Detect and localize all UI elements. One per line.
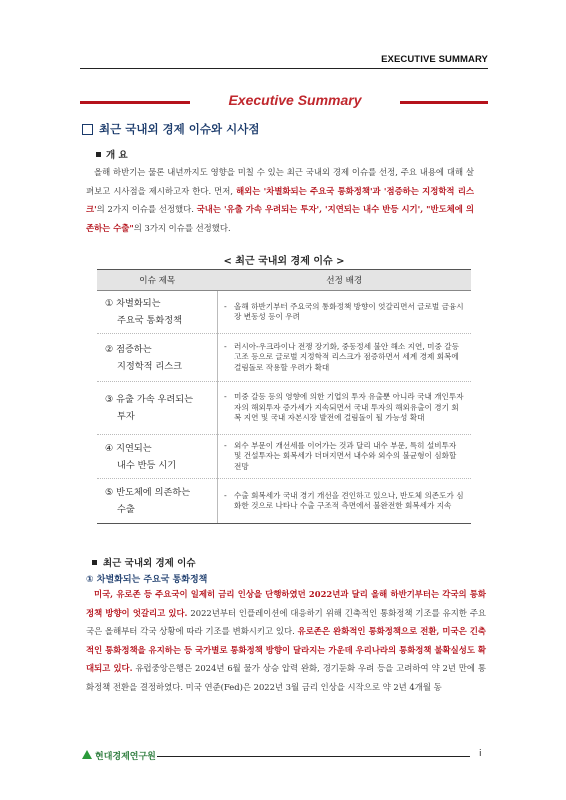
overview-highlight-2: 국내는 '유출 가속 우려되는 투자', '지연되는 내수 반등 시기', "반도체에 의존하는 수출" <box>86 204 474 233</box>
overview-highlight-1: 해외는 '차별화되는 주요국 통화정책'과 '점증하는 지정학적 리스크' <box>86 185 475 215</box>
issues-text-2: 유럽중앙은행은 2024년 6월 물가 상승 압력 완화, 경기둔화 우려 등을 고려하여 약 2년 만에 통화정책 전환을 결정하였다. 미국 연준(Fed)은 2022년 3월 금리 인상을 시작으로 약 2년 4개월 동 <box>86 663 486 692</box>
issue-title-line: ③ 유출 가속 우려되는 <box>105 394 193 405</box>
issue-title-line: 주요국 통화정책 <box>117 315 183 326</box>
table-title: < 최근 국내외 경제 이슈 > <box>223 256 345 267</box>
table-row <box>97 334 471 382</box>
issues-highlight-2: 유로존은 완화적인 통화정책으로 전환, 미국은 긴축적인 통화정책을 유지하는 등 국가별로 통화정책 방향이 달라지는 가운데 우리나라의 통화정책 불확실성도 확대되고 있다. <box>86 626 486 674</box>
footer-org-name: 현대경제연구원 <box>95 752 156 762</box>
overview-text-3: 의 3가지 이슈를 선정했다. <box>133 222 231 233</box>
issue-title-cell <box>97 435 218 479</box>
logo-triangle-icon <box>82 750 92 759</box>
issue-title-line: ② 점증하는 <box>105 343 152 355</box>
dash: - <box>224 301 227 311</box>
page-title: Executive Summary <box>228 92 362 108</box>
overview-paragraph <box>86 163 474 237</box>
issue-title-line: 수출 <box>117 504 135 515</box>
issue-desc: 미중 갈등 등의 영향에 의한 기업의 투자 유출뿐 아니라 국내 개인투자자의 해외투자 증가세가 지속되면서 국내 투자의 해외유출이 경기 회복 지연 및 국내 자본시장 발전에 걸림돌이 될 가능성 확대 <box>234 392 464 423</box>
issue-title-line: 투자 <box>117 411 135 422</box>
issue-title-cell <box>97 479 218 524</box>
issue-desc-cell <box>218 435 472 479</box>
issue-title-cell <box>97 382 218 435</box>
section-box-icon <box>82 124 93 135</box>
title-rule-left <box>80 101 190 104</box>
table-row <box>97 382 471 435</box>
dash: - <box>224 392 227 402</box>
overview-text-1: 올해 하반기는 물론 내년까지도 영향을 미칠 수 있는 최근 국내외 경제 이슈를 선정, 주요 내용에 대해 살펴보고 시사점을 제시하고자 한다. 먼저, <box>86 167 474 196</box>
bullet-square-icon <box>96 152 101 157</box>
overview-heading: 개 요 <box>106 150 128 161</box>
bullet-square-icon <box>92 560 97 565</box>
issue-desc-cell <box>218 479 472 524</box>
issues-paragraph <box>86 585 486 697</box>
issues-heading: 최근 국내외 경제 이슈 <box>103 558 196 569</box>
issue-desc: 올해 하반기부터 주요국의 통화정책 방향이 엇갈리면서 글로벌 금융시장 변동성 등이 우려 <box>234 301 464 321</box>
table-header-row <box>97 270 471 291</box>
running-header: EXECUTIVE SUMMARY <box>381 54 488 65</box>
page-number: i <box>479 749 482 759</box>
dash: - <box>224 490 227 500</box>
issue-title-line: 지정학적 리스크 <box>117 360 183 372</box>
issue-desc-cell <box>218 291 472 334</box>
section-title: 최근 국내외 경제 이슈와 시사점 <box>99 122 260 136</box>
issue-title-cell <box>97 291 218 334</box>
table-row <box>97 479 471 524</box>
overview-text-2: 의 2가지 이슈를 선정했다. <box>96 204 197 215</box>
issue-desc-cell <box>218 334 472 382</box>
table-row <box>97 291 471 334</box>
dash: - <box>224 440 227 450</box>
issue-desc: 수출 회복세가 국내 경기 개선을 견인하고 있으나, 반도체 의존도가 심화한 것으로 나타나 수출 구조적 측면에서 불완전한 회복세가 지속 <box>234 490 464 510</box>
subsection-title: ① 차별화되는 주요국 통화정책 <box>86 575 208 585</box>
table-header-cell: 선정 배경 <box>218 270 472 291</box>
issue-desc: 외수 부문이 개선세를 이어가는 것과 달리 내수 부문, 특히 설비투자 및 건설투자는 회복세가 더뎌지면서 내수와 외수의 불균형이 심화할 전망 <box>234 440 457 471</box>
issue-desc: 러시아-우크라이나 전쟁 장기화, 중동정세 불안 해소 지연, 미중 갈등 고조 등으로 글로벌 지정학적 리스크가 점증하면서 세계 경제 회복에 걸림돌로 작용할 우려가 확대 <box>234 341 459 372</box>
dash: - <box>224 341 227 351</box>
issue-title-line: ④ 지연되는 <box>105 442 152 454</box>
issues-highlight-1: 미국, 유로존 등 주요국이 일제히 금리 인상을 단행하였던 2022년과 달리 올해 하반기부터는 각국의 통화정책 방향이 엇갈리고 있다. <box>86 589 486 618</box>
issue-title-line: 내수 반등 시기 <box>117 459 177 471</box>
title-rule-right <box>400 101 488 104</box>
issues-text-1: 2022년부터 인플레이션에 대응하기 위해 긴축적인 통화정책 기조를 유지한 주요국은 올해부터 각국 상황에 따라 기조를 변화시키고 있다. <box>86 607 487 637</box>
table-header-cell: 이슈 제목 <box>97 270 218 291</box>
issue-desc-cell <box>218 382 472 435</box>
issue-table <box>97 269 471 524</box>
table-row <box>97 435 471 479</box>
issue-title-cell <box>97 334 218 382</box>
issue-title-line: ① 차별화되는 <box>105 298 161 309</box>
header-rule <box>80 68 488 69</box>
issue-title-line: ⑤ 반도체에 의존하는 <box>105 487 191 498</box>
footer-rule <box>157 756 470 757</box>
